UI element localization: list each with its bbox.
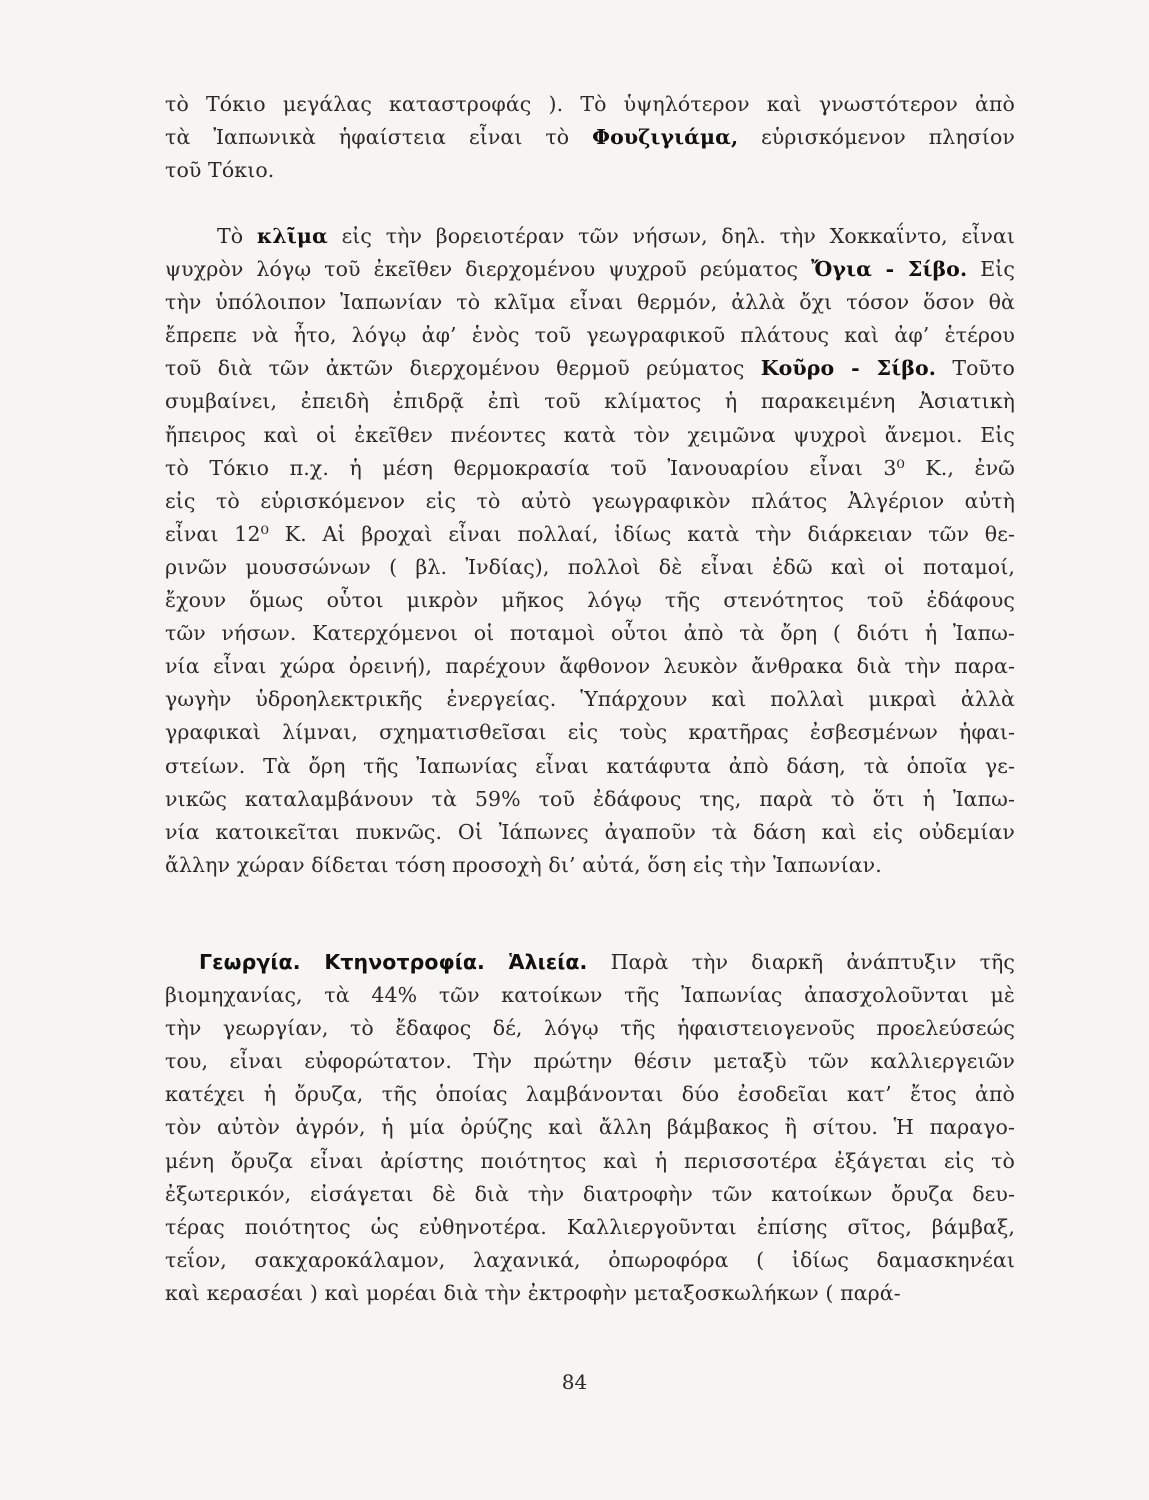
text-run: τέρας ποιότητος ὡς εὐθηνοτέρα. Καλλιεργοῦνται ἐπίσης σῖτος, βάμβαξ, bbox=[165, 1214, 1015, 1239]
text-run: γωγὴν ὑδροηλεκτρικῆς ἐνεργείας. Ὑπάρχουν καὶ πολλαὶ μικραὶ ἀλλὰ bbox=[165, 687, 1015, 712]
text-run: συμβαίνει, ἐπειδὴ ἐπιδρᾷ ἐπὶ τοῦ κλίματος ἡ παρακειμένη Ἀσιατικὴ bbox=[165, 389, 1015, 414]
text-run: Τοῦτο bbox=[936, 356, 1015, 381]
text-run: τὸ Τόκιο π.χ. ἡ μέση θερμοκρασία τοῦ Ἰανουαρίου εἶναι 3⁰ Κ., ἐνῶ bbox=[165, 455, 1015, 480]
text-run: βιομηχανίας, τὰ 44% τῶν κατοίκων τῆς Ἰαπωνίας ἀπασχολοῦνται μὲ bbox=[165, 983, 1015, 1008]
page-number: 84 bbox=[561, 1370, 588, 1394]
text-run: νία εἶναι χώρα ὀρεινή), παρέχουν ἄφθονον λευκὸν ἄνθρακα διὰ τὴν παρα- bbox=[165, 654, 1015, 679]
text-line bbox=[165, 946, 1015, 979]
text-run: τὰ Ἰαπωνικὰ ἡφαίστεια εἶναι τὸ bbox=[165, 125, 593, 150]
bold-term: κλῖμα bbox=[256, 224, 328, 248]
text-run: Τὸ bbox=[217, 224, 257, 248]
text-run: τοῦ διὰ τῶν ἀκτῶν διερχομένου θερμοῦ ρεύματος bbox=[165, 356, 761, 381]
text-line bbox=[165, 1045, 1015, 1078]
text-line bbox=[165, 1178, 1015, 1211]
bold-term: Φουζιγιάμα, bbox=[592, 125, 739, 150]
text-line bbox=[165, 385, 1015, 418]
text-line bbox=[165, 319, 1015, 352]
text-run: εἶναι 12⁰ Κ. Αἱ βροχαὶ εἶναι πολλαί, ἰδίως κατὰ τὴν διάρκειαν τῶν θε- bbox=[165, 521, 1015, 546]
text-line bbox=[165, 849, 1015, 882]
text-run: καὶ κερασέαι ) καὶ μορέαι διὰ τὴν ἐκτροφὴν μεταξοσκωλήκων ( παρά- bbox=[165, 1280, 901, 1305]
text-run: νία κατοικεῖται πυκνῶς. Οἱ Ἰάπωνες ἀγαποῦν τὰ δάση καὶ εἰς οὐδεμίαν bbox=[165, 819, 1015, 844]
text-run: γραφικαὶ λίμναι, σχηματισθεῖσαι εἰς τοὺς κρατῆρας ἐσβεσμένων ἡφαι- bbox=[165, 720, 1015, 745]
text-line bbox=[165, 650, 1015, 683]
text-line bbox=[165, 121, 1015, 154]
text-run: ἐξωτερικόν, εἰσάγεται δὲ διὰ τὴν διατροφὴν τῶν κατοίκων ὄρυζα δευ- bbox=[165, 1181, 1015, 1206]
text-line bbox=[165, 253, 1015, 286]
text-line bbox=[165, 617, 1015, 650]
text-run: τεΐον, σακχαροκάλαμον, λαχανικά, ὀπωροφόρα ( ἰδίως δαμασκηνέαι bbox=[165, 1247, 1015, 1272]
text-run: εὑρισκόμενον πλησίον bbox=[738, 125, 1015, 150]
text-run: ἔπρεπε νὰ ἦτο, λόγῳ ἀφ’ ἑνὸς τοῦ γεωγραφικοῦ πλάτους καὶ ἀφ’ ἑτέρου bbox=[165, 323, 1015, 348]
text-run: εἰς τὴν βορειοτέραν τῶν νήσων, δηλ. τὴν Χοκκαΐντο, εἶναι bbox=[327, 224, 1015, 248]
text-line bbox=[165, 154, 1015, 187]
text-run: Εἰς bbox=[967, 257, 1016, 282]
text-run: τοῦ Τόκιο. bbox=[165, 158, 275, 183]
paragraph-climate bbox=[165, 220, 1015, 882]
text-line bbox=[165, 1012, 1015, 1045]
text-line bbox=[165, 551, 1015, 584]
text-run: τὸ Τόκιο μεγάλας καταστροφάς ). Τὸ ὑψηλότερον καὶ γνωστότερον ἀπὸ bbox=[165, 92, 1015, 116]
text-line bbox=[165, 88, 1015, 121]
text-run: τῶν νήσων. Κατερχόμενοι οἱ ποταμοὶ οὗτοι ἀπὸ τὰ ὄρη ( διότι ἡ Ἰαπω- bbox=[165, 621, 1015, 646]
text-line bbox=[165, 1244, 1015, 1277]
text-line bbox=[165, 485, 1015, 518]
text-run: ἔχουν ὅμως οὗτοι μικρὸν μῆκος λόγῳ τῆς στενότητος τοῦ ἐδάφους bbox=[165, 588, 1015, 613]
text-run: νικῶς καταλαμβάνουν τὰ 59% τοῦ ἐδάφους της, παρὰ τὸ ὅτι ἡ Ἰαπω- bbox=[165, 786, 1015, 811]
text-line bbox=[165, 220, 1015, 253]
text-line bbox=[165, 1211, 1015, 1244]
text-line bbox=[165, 783, 1015, 816]
text-line bbox=[165, 816, 1015, 849]
text-run: τὸν αὐτὸν ἀγρόν, ἡ μία ὀρύζης καὶ ἄλλη βάμβακος ἢ σίτου. Ἡ παραγο- bbox=[165, 1115, 1015, 1140]
bold-term: Ὄγια - Σίβο. bbox=[811, 257, 968, 282]
text-run: ρινῶν μουσσώνων ( βλ. Ἰνδίας), πολλοὶ δὲ εἶναι ἐδῶ καὶ οἱ ποταμοί, bbox=[165, 554, 1015, 579]
text-run: ἄλλην χώραν δίδεται τόση προσοχὴ δι’ αὐτά, ὅση εἰς τὴν Ἰαπωνίαν. bbox=[165, 852, 882, 877]
text-line bbox=[165, 750, 1015, 783]
bold-term: Κοῦρο - Σίβο. bbox=[760, 356, 937, 381]
text-run: Παρὰ τὴν διαρκῆ ἀνάπτυξιν τῆς bbox=[587, 950, 1015, 974]
text-line bbox=[165, 716, 1015, 749]
section-heading: Γεωργία. Κτηνοτροφία. Ἁλιεία. bbox=[199, 950, 588, 974]
text-line bbox=[165, 979, 1015, 1012]
text-line bbox=[165, 1111, 1015, 1144]
text-run: του, εἶναι εὐφορώτατον. Τὴν πρώτην θέσιν μεταξὺ τῶν καλλιεργειῶν bbox=[165, 1049, 1015, 1074]
text-run: τὴν ὑπόλοιπον Ἰαπωνίαν τὸ κλῖμα εἶναι θερμόν, ἀλλὰ ὄχι τόσον ὅσον θὰ bbox=[165, 290, 1015, 315]
text-line bbox=[165, 419, 1015, 452]
text-run: ἤπειρος καὶ οἱ ἐκεῖθεν πνέοντες κατὰ τὸν χειμῶνα ψυχροὶ ἄνεμοι. Εἰς bbox=[165, 422, 1015, 447]
paragraph-agriculture bbox=[165, 946, 1015, 1310]
text-line bbox=[165, 1078, 1015, 1111]
text-run: ψυχρὸν λόγῳ τοῦ ἐκεῖθεν διερχομένου ψυχροῦ ρεύματος bbox=[165, 257, 812, 282]
text-line bbox=[165, 518, 1015, 551]
text-run: κατέχει ἡ ὄρυζα, τῆς ὁποίας λαμβάνονται δύο ἐσοδεῖαι κατ’ ἔτος ἀπὸ bbox=[165, 1082, 1015, 1107]
text-line bbox=[165, 1145, 1015, 1178]
text-line bbox=[165, 452, 1015, 485]
paragraph-fuji bbox=[165, 88, 1015, 187]
text-run: τὴν γεωργίαν, τὸ ἔδαφος δέ, λόγῳ τῆς ἡφαιστειογενοῦς προελεύσεώς bbox=[165, 1016, 1015, 1041]
text-run: μένη ὄρυζα εἶναι ἀρίστης ποιότητος καὶ ἡ περισσοτέρα ἐξάγεται εἰς τὸ bbox=[165, 1148, 1015, 1173]
text-line bbox=[165, 286, 1015, 319]
text-line bbox=[165, 352, 1015, 385]
text-line bbox=[165, 1277, 1015, 1310]
text-line bbox=[165, 584, 1015, 617]
text-run: εἰς τὸ εὑρισκόμενον εἰς τὸ αὐτὸ γεωγραφικὸν πλάτος Ἀλγέριον αὐτὴ bbox=[165, 488, 1015, 513]
text-line bbox=[165, 683, 1015, 716]
text-run: στείων. Τὰ ὄρη τῆς Ἰαπωνίας εἶναι κατάφυτα ἀπὸ δάση, τὰ ὁποῖα γε- bbox=[165, 753, 1015, 778]
